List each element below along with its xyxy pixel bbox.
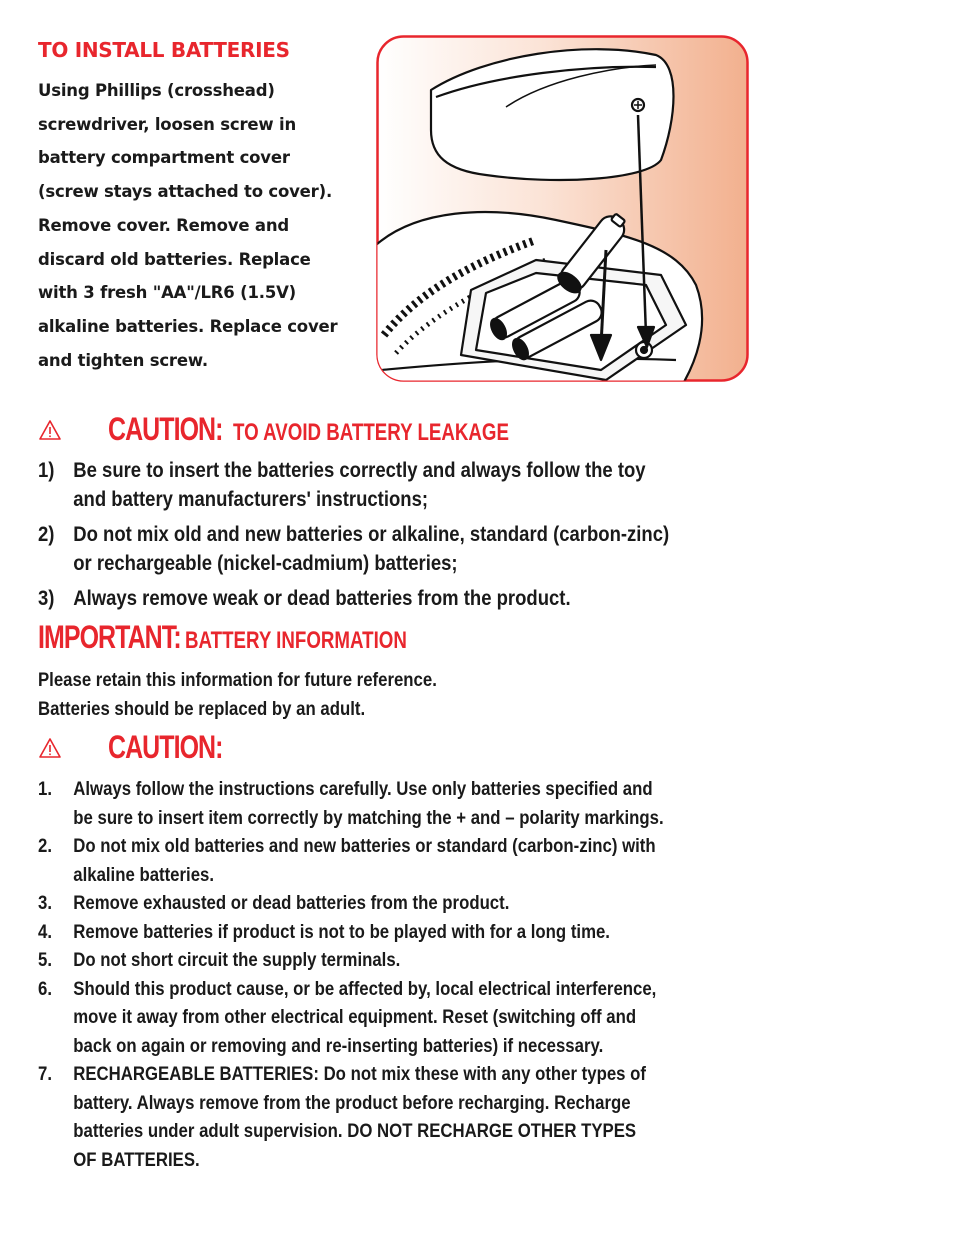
warning-triangle-icon bbox=[38, 737, 62, 759]
item-line: battery. Always remove from the product before recharging. Recharge bbox=[73, 1091, 631, 1114]
info-line: Please retain this information for future reference. bbox=[38, 669, 437, 691]
item-number: 4. bbox=[38, 920, 52, 943]
item-line: or rechargeable (nickel-cadmium) batteries; bbox=[73, 551, 458, 575]
item-line: alkaline batteries. bbox=[73, 863, 215, 886]
list-item bbox=[38, 889, 743, 918]
item-line: move it away from other electrical equipment. Reset (switching off and bbox=[73, 1006, 637, 1028]
leakage-list bbox=[38, 456, 743, 619]
item-number: 2) bbox=[38, 522, 55, 546]
item-line: Remove exhausted or dead batteries from the product. bbox=[73, 892, 510, 914]
important-heading bbox=[38, 619, 470, 656]
install-instructions bbox=[38, 74, 383, 377]
item-line: and battery manufacturers' instructions; bbox=[73, 487, 429, 511]
item-number: 2. bbox=[38, 835, 52, 857]
item-line: back on again or removing and re-inserting batteries) if necessary. bbox=[73, 1034, 604, 1057]
item-line: batteries under adult supervision. DO NOT RECHARGE OTHER TYPES bbox=[73, 1120, 637, 1142]
item-number: 3) bbox=[38, 586, 55, 610]
item-line: Always follow the instructions carefully. Use only batteries specified and bbox=[73, 778, 653, 800]
item-number: 6. bbox=[38, 977, 52, 1000]
list-item bbox=[38, 584, 743, 613]
item-line: Be sure to insert the batteries correctly and always follow the toy bbox=[73, 458, 646, 482]
item-line: Do not short circuit the supply terminals. bbox=[73, 949, 401, 971]
list-item bbox=[38, 520, 743, 578]
caution-list bbox=[38, 775, 743, 1174]
item-number: 3. bbox=[38, 892, 52, 914]
item-line: Should this product cause, or be affected by, local electrical interference, bbox=[73, 977, 657, 1000]
item-line: Remove batteries if product is not to be played with for a long time. bbox=[73, 920, 610, 943]
item-line: Do not mix old and new batteries or alkaline, standard (carbon-zinc) bbox=[73, 522, 670, 546]
caution-label: CAUTION: bbox=[108, 729, 223, 765]
item-line: Always remove weak or dead batteries from the product. bbox=[73, 586, 571, 610]
install-title: TO INSTALL BATTERIES bbox=[38, 38, 290, 62]
install-line: Remove cover. Remove and bbox=[38, 215, 289, 235]
install-line: screwdriver, loosen screw in bbox=[38, 114, 296, 134]
caution-subtitle: TO AVOID BATTERY LEAKAGE bbox=[233, 419, 510, 446]
install-line: and tighten screw. bbox=[38, 350, 208, 370]
important-label: IMPORTANT: bbox=[38, 619, 181, 655]
warning-triangle-icon bbox=[38, 419, 62, 441]
caution-heading-2 bbox=[108, 729, 255, 766]
item-line: OF BATTERIES. bbox=[73, 1148, 200, 1171]
list-item bbox=[38, 946, 743, 975]
list-item bbox=[38, 1060, 743, 1174]
install-line: alkaline batteries. Replace cover bbox=[38, 316, 338, 336]
battery-compartment-illustration bbox=[376, 35, 749, 382]
item-line: be sure to insert item correctly by matching the + and – polarity markings. bbox=[73, 806, 664, 829]
install-line: (screw stays attached to cover). bbox=[38, 182, 333, 202]
list-item bbox=[38, 918, 743, 947]
info-line: Batteries should be replaced by an adult. bbox=[38, 698, 366, 720]
item-line: Do not mix old batteries and new batteries or standard (carbon-zinc) with bbox=[73, 835, 656, 857]
install-line: with 3 fresh "AA"/LR6 (1.5V) bbox=[38, 283, 297, 303]
important-subtitle: BATTERY INFORMATION bbox=[185, 627, 408, 654]
install-line: battery compartment cover bbox=[38, 148, 290, 168]
item-line: RECHARGEABLE BATTERIES: Do not mix these with any other types of bbox=[73, 1063, 646, 1085]
install-line: discard old batteries. Replace bbox=[38, 249, 311, 269]
install-line: Using Phillips (crosshead) bbox=[38, 81, 275, 100]
item-number: 1) bbox=[38, 458, 55, 482]
item-number: 1. bbox=[38, 778, 52, 800]
item-number: 7. bbox=[38, 1063, 52, 1085]
caution-label: CAUTION: bbox=[108, 411, 223, 447]
item-number: 5. bbox=[38, 949, 52, 971]
battery-information bbox=[38, 666, 437, 724]
caution-heading bbox=[108, 411, 587, 448]
list-item bbox=[38, 456, 743, 514]
list-item bbox=[38, 832, 743, 889]
list-item bbox=[38, 775, 743, 832]
list-item bbox=[38, 975, 743, 1061]
